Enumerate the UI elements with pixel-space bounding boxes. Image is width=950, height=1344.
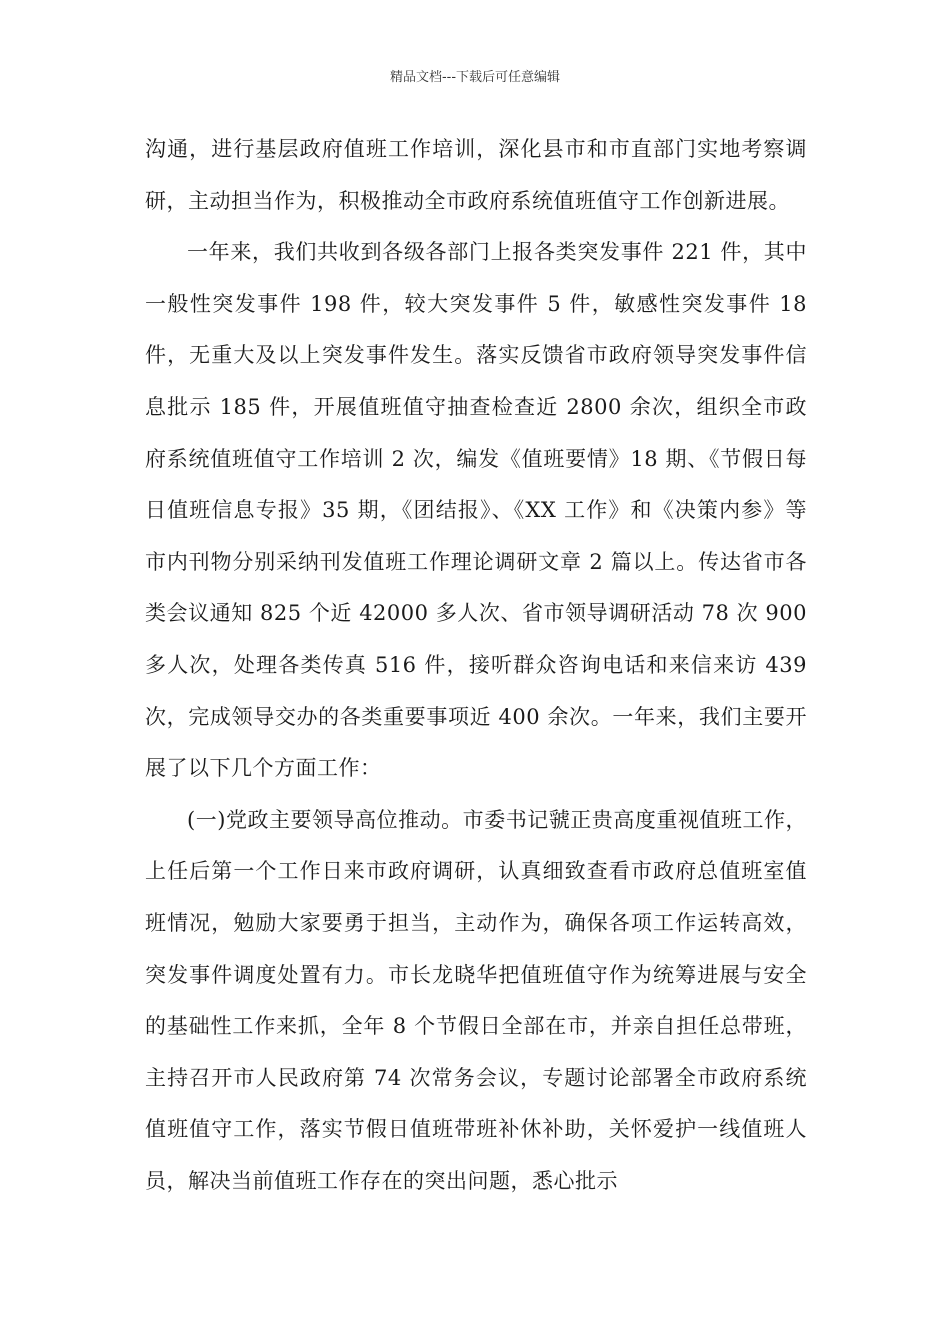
page-header: 精品文档---下载后可任意编辑: [389, 70, 561, 85]
paragraph-section-one: (一)党政主要领导高位推动。市委书记虢正贵高度重视值班工作，上任后第一个工作日来市政府调研，认真细致查看市政府总值班室值班情况，勉励大家要勇于担当，主动作为，确保各项工作运转高效，突发事件调度处置有力。市长龙晓华把值班值守作为统筹进展与安全的基础性工作来抓，全年 8 个节假日全部在市，并亲自担任总带班，主持召开市人民政府第 74 次常务会议，专题讨论部署全市政府系统值班值守工作，落实节假日值班带班补休补助，关怀爱护一线值班人员，解决当前值班工作存在的突出问题，悉心批示: [145, 807, 807, 1193]
paragraph-annual-summary: 一年来，我们共收到各级各部门上报各类突发事件 221 件，其中一般性突发事件 198 件，较大突发事件 5 件，敏感性突发事件 18 件，无重大及以上突发事件发生。落实反馈省市政府领导突发事件信息批示 185 件，开展值班值守抽查检查近 2800 余次，组织全市政府系统值班值守工作培训 2 次，编发《值班要情》18 期、《节假日每日值班信息专报》35 期，《团结报》、《XX 工作》和《决策内参》等市内刊物分别采纳刊发值班工作理论调研文章 2 篇以上。传达省市各类会议通知 825 个近 42000 多人次、省市领导调研活动 78 次 900 多人次，处理各类传真 516 件，接听群众咨询电话和来信来访 439 次，完成领导交办的各类重要事项近 400 余次。一年来，我们主要开展了以下几个方面工作：: [145, 240, 807, 781]
paragraph-continuation: 沟通，进行基层政府值班工作培训，深化县市和市直部门实地考察调研，主动担当作为，积极推动全市政府系统值班值守工作创新进展。: [145, 137, 807, 213]
document-body: [145, 124, 807, 1207]
